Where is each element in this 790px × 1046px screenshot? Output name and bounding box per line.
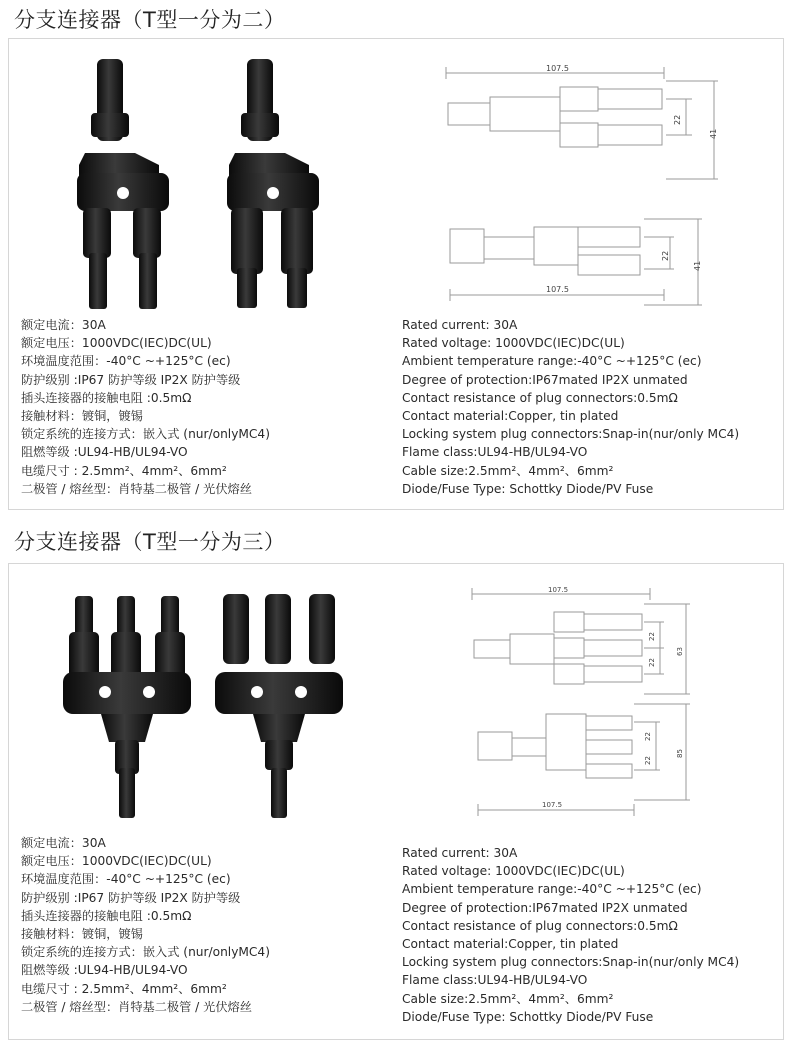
- spec-line: Flame class:UL94-HB/UL94-VO: [402, 973, 588, 988]
- spec-line: 额定电压：1000VDC(IEC)DC(UL): [21, 854, 212, 869]
- connector-right: [227, 59, 319, 308]
- spec-line: 二极管 / 熔丝型：肖特基二极管 / 光伏熔丝: [21, 999, 252, 1014]
- spec-line: Contact resistance of plug connectors:0.5mΩ: [402, 390, 678, 405]
- spec-line: Rated current: 30A: [402, 846, 518, 860]
- dim-pitch-top: 22: [673, 114, 682, 125]
- connector-3way-left: [63, 596, 191, 818]
- spec-line: Ambient temperature range:-40°C ~+125°C (ec): [402, 354, 702, 369]
- connector-photo-2way: [69, 53, 349, 313]
- dim3-pitch-a: 22: [648, 632, 656, 641]
- dim3-width-bottom: 85: [676, 749, 684, 758]
- spec-line: Rated voltage: 1000VDC(IEC)DC(UL): [402, 864, 625, 879]
- product-card-2way: [8, 38, 784, 510]
- spec-line: 防护级别 :IP67 防护等级 IP2X 防护等级: [21, 372, 241, 387]
- spec-line: 环境温度范围：-40°C ~+125°C (ec): [21, 872, 231, 887]
- dim-length-bottom: 107.5: [546, 285, 569, 294]
- dim-width-bottom: 41: [693, 260, 702, 271]
- dimension-drawing-3way: [464, 582, 704, 824]
- spec-line: 插头连接器的接触电阻 :0.5mΩ: [21, 908, 192, 923]
- specs-cn-3way: [21, 834, 270, 1016]
- spec-line: 防护级别 :IP67 防护等级 IP2X 防护等级: [21, 890, 241, 905]
- specs-en-3way: [402, 844, 739, 1026]
- spec-line: 额定电流：30A: [21, 318, 106, 332]
- spec-line: Cable size:2.5mm²、4mm²、6mm²: [402, 463, 614, 478]
- specs-en-2way: [402, 316, 739, 498]
- spec-line: Diode/Fuse Type: Schottky Diode/PV Fuse: [402, 481, 654, 496]
- spec-line: Cable size:2.5mm²、4mm²、6mm²: [402, 991, 614, 1006]
- spec-line: Diode/Fuse Type: Schottky Diode/PV Fuse: [402, 1009, 654, 1024]
- dim3-pitch-d: 22: [644, 756, 652, 765]
- spec-line: 电缆尺寸 : 2.5mm²、4mm²、6mm²: [21, 463, 227, 478]
- spec-line: 接触材料：镀铜，镀锡: [21, 409, 143, 424]
- spec-line: Contact material:Copper, tin plated: [402, 937, 619, 952]
- spec-line: 锁定系统的连接方式：嵌入式 (nur/onlyMC4): [21, 427, 270, 442]
- dimension-drawing-2way: [434, 59, 734, 309]
- spec-line: 插头连接器的接触电阻 :0.5mΩ: [21, 390, 192, 405]
- connector-photo-3way: [57, 592, 357, 820]
- dim-length-top: 107.5: [546, 64, 569, 73]
- spec-line: Degree of protection:IP67mated IP2X unmated: [402, 900, 688, 915]
- connector-left: [77, 59, 169, 309]
- spec-line: Locking system plug connectors:Snap-in(nur/only MC4): [402, 955, 740, 970]
- dim3-width-top: 63: [676, 647, 684, 656]
- spec-line: 接触材料：镀铜，镀锡: [21, 927, 143, 942]
- connector-3way-right: [215, 594, 343, 818]
- spec-line: Ambient temperature range:-40°C ~+125°C (ec): [402, 882, 702, 897]
- spec-line: Rated voltage: 1000VDC(IEC)DC(UL): [402, 336, 625, 351]
- spec-line: 二极管 / 熔丝型：肖特基二极管 / 光伏熔丝: [21, 481, 252, 496]
- section-title-3way: 分支连接器（T型一分为三）: [14, 530, 286, 554]
- spec-line: Degree of protection:IP67mated IP2X unmated: [402, 372, 688, 387]
- spec-line: 阻燃等级 :UL94-HB/UL94-VO: [21, 963, 188, 978]
- spec-line: Contact material:Copper, tin plated: [402, 409, 619, 424]
- spec-line: 锁定系统的连接方式：嵌入式 (nur/onlyMC4): [21, 945, 270, 960]
- spec-line: Flame class:UL94-HB/UL94-VO: [402, 445, 588, 460]
- spec-line: Locking system plug connectors:Snap-in(nur/only MC4): [402, 427, 740, 442]
- dim3-length-bottom: 107.5: [542, 801, 563, 809]
- product-card-3way: [8, 563, 784, 1040]
- dim3-pitch-b: 22: [648, 658, 656, 667]
- spec-line: 额定电压：1000VDC(IEC)DC(UL): [21, 336, 212, 351]
- section-title-2way: 分支连接器（T型一分为二）: [14, 8, 286, 32]
- spec-line: 电缆尺寸 : 2.5mm²、4mm²、6mm²: [21, 981, 227, 996]
- spec-line: 阻燃等级 :UL94-HB/UL94-VO: [21, 445, 188, 460]
- spec-line: 环境温度范围：-40°C ~+125°C (ec): [21, 354, 231, 369]
- dim-pitch-bottom: 22: [661, 250, 670, 261]
- dim-width-top: 41: [709, 128, 718, 139]
- dim3-pitch-c: 22: [644, 732, 652, 741]
- spec-line: 额定电流：30A: [21, 836, 106, 850]
- spec-line: Rated current: 30A: [402, 318, 518, 332]
- dim3-length-top: 107.5: [548, 586, 569, 594]
- specs-cn-2way: [21, 316, 270, 498]
- spec-line: Contact resistance of plug connectors:0.5mΩ: [402, 918, 678, 933]
